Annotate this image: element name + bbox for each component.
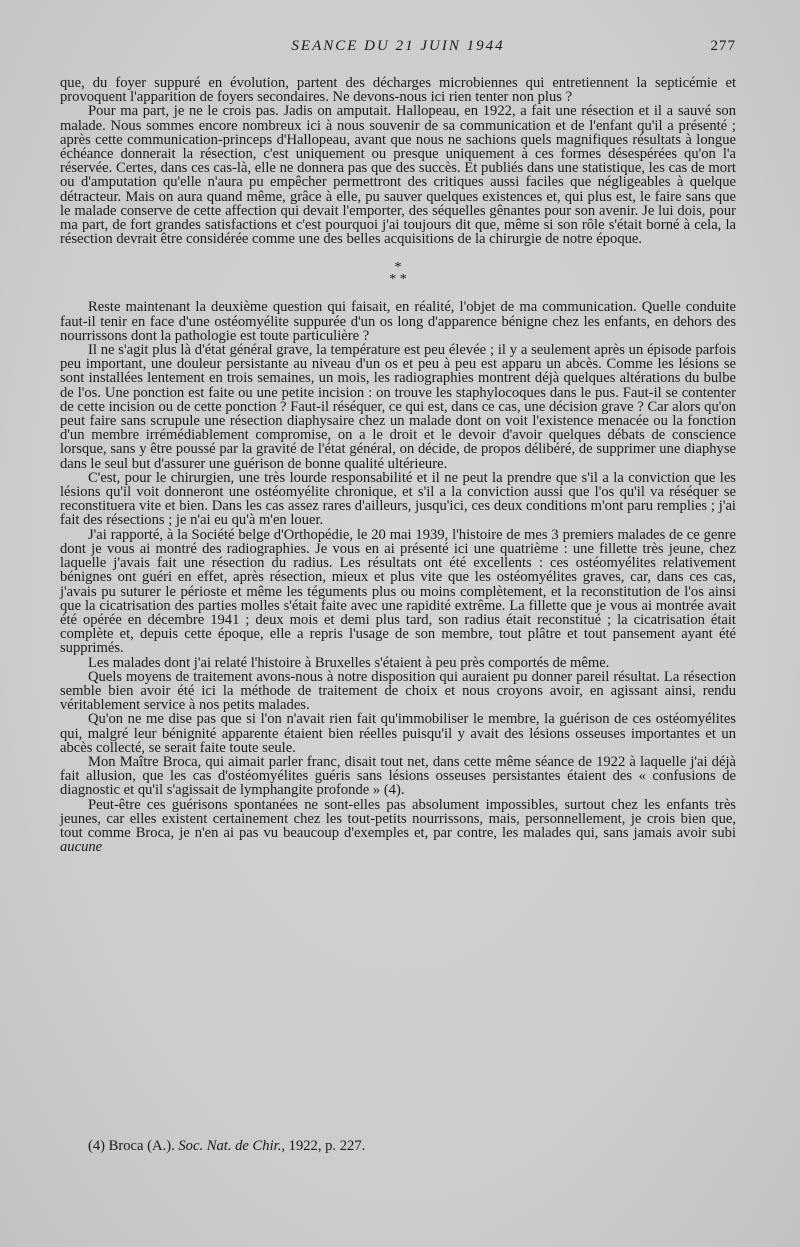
paragraph: Il ne s'agit plus là d'état général grave, la température est peu élevée ; il y a seulement après un épisode parfois peu important, une douleur persistante au niveau d'un os et peu à peu est apparu un abcès. Comme les lésions se sont installées lentement en trois semaines, un mois, les radiographies montrent déjà quelques altérations du bulbe de l'os. Une ponction est faite ou une petite incision : on trouve les staphylocoques dans le pus. Faut-il se contenter de cette incision ou de cette ponction ? Faut-il réséquer, ce qui est, dans ce cas, une décision grave ? Car alors qu'on peut faire sans scrupule une résection diaphysaire chez un malade dont on voit l'existence menacée ou la fonction d'un membre irrémédiablement compromise, on a le droit et le devoir d'avoir quelques débats de conscience lorsque, sans y être poussé par la gravité de l'état général, on décide, de propos délibéré, de supprimer une diaphyse dans le seul but d'assurer une guérison de bonne qualité ultérieure. bbox=[60, 342, 736, 472]
footnote bbox=[88, 1138, 728, 1155]
paragraph: Quels moyens de traitement avons-nous à notre disposition qui auraient pu donner pareil résultat. La résection semble bien avoir été ici la méthode de traitement de choix et nous croyons avoir, en agissant ainsi, rendu véritablement service à nos petits malades. bbox=[60, 668, 736, 714]
section-separator bbox=[60, 262, 736, 286]
paragraph: Les malades dont j'ai relaté l'histoire à Bruxelles s'étaient à peu près comportés de même. bbox=[88, 654, 610, 671]
running-title: SEANCE DU 21 JUIN 1944 bbox=[291, 38, 505, 54]
asterism-top: * bbox=[394, 260, 402, 276]
page-header bbox=[60, 38, 736, 60]
footnote-journal: Soc. Nat. de Chir. bbox=[178, 1138, 282, 1154]
paragraph-text: Peut-être ces guérisons spontanées ne sont-elles pas absolument impossibles, surtout chez les enfants très jeunes, car elles existent certainement chez les tout-petits nourrissons, mais, personnellement, je crois bien que, tout comme Broca, je n'en ai pas vu beaucoup d'exemples et, par contre, les malades qui, sans jamais avoir subi bbox=[60, 796, 736, 841]
footnote-prefix: (4) Broca (A.). bbox=[88, 1138, 175, 1154]
italic-word: aucune bbox=[60, 839, 103, 856]
paragraph: Pour ma part, je ne le crois pas. Jadis on amputait. Hallopeau, en 1922, a fait une résection et il a sauvé son malade. Nous sommes encore nombreux ici à nous souvenir de sa communication et de l'enfant qu'il a présenté ; après cette communication-princeps d'Hallopeau, avant que nous ne sachions quels magnifiques résultats à longue échéance donnerait la résection, c'est uniquement ou presque uniquement à ces formes désespérées qu'on l'a réservée. Certes, dans ces cas-là, elle ne donnera pas que des succès. Et publiés dans une statistique, les cas de mort ou d'amputation qu'elle n'aura pu empêcher permettront des critiques aussi faciles que négligeables à quelque détracteur. Mais on aura quand même, grâce à elle, pu sauver quelques existences et, qui plus est, le faire sans que le malade conserve de cette affection qui devait l'emporter, des séquelles gênantes pour son avenir. Je lui dois, pour ma part, de fort grandes satisfactions et c'est pourquoi j'ai toujours dit que, même si son rôle s'était borné à cela, la résection devrait être considérée comme une des belles acquisitions de la chirurgie de notre époque. bbox=[60, 103, 736, 248]
asterism-bottom: * * bbox=[389, 272, 407, 288]
paragraph: J'ai rapporté, à la Société belge d'Orthopédie, le 20 mai 1939, l'histoire de mes 3 premiers malades de ce genre dont je vous ai montré des radiographies. Je vous en ai présenté ici une quatrième : une fillette très jeune, chez laquelle j'avais fait une résection du radius. Les résultats ont été excellents : ces ostéomyélites relativement bénignes ont guéri en effet, après résection, mieux et plus vite que les ostéomyélites graves, car, dans ces cas, j'avais pu suturer le périoste et même les téguments plus ou moins complètement, et la reconstitution de l'os ainsi que la cicatrisation des parties molles s'était faite avec une rapidité extrême. La fillette que je vous ai montrée avait été opérée en décembre 1941 ; deux mois et demi plus tard, son radius était reconstitué ; la cicatrisation était complète et, depuis cette époque, elle a repris l'usage de son membre, tout plâtre et tout pansement ayant été supprimés. bbox=[60, 526, 736, 657]
paragraph: Reste maintenant la deuxième question qui faisait, en réalité, l'objet de ma communication. Quelle conduite faut-il tenir en face d'une ostéomyélite suppurée d'un os long d'apparence bénigne chez les enfants, en dehors des nourrissons dont la pathologie est toute particulière ? bbox=[60, 299, 736, 344]
paragraph: Qu'on ne me dise pas que si l'on n'avait rien fait qu'immobiliser le membre, la guérison de ces ostéomyélites qui, malgré leur bénignité apparente étaient bien réelles puisqu'il y avait des lésions osseuses importantes et un abcès collecté, se serait faite toute seule. bbox=[60, 711, 736, 756]
paragraph: que, du foyer suppuré en évolution, partent des décharges microbiennes qui entretiennent la septicémie et provoquent l'apparition de foyers secondaires. Ne devons-nous ici rien tenter non plus ? bbox=[60, 75, 736, 106]
body-text bbox=[60, 76, 736, 854]
paragraph: Mon Maître Broca, qui aimait parler franc, disait tout net, dans cette même séance de 1922 à laquelle j'ai déjà fait allusion, que les cas d'ostéomyélites guéris sans lésions osseuses persistantes étaient des « confusions de diagnostic et qu'il s'agissait de lymphangite profonde » (4). bbox=[60, 753, 736, 799]
page-number: 277 bbox=[710, 38, 736, 54]
paragraph: C'est, pour le chirurgien, une très lourde responsabilité et il ne peut la prendre que s'il a la conviction que les lésions qu'il voit donneront une ostéomyélite chronique, et s'il a la conviction aussi que l'os qu'il va réséquer se reconstituera vite et bien. Dans les cas assez rares d'ailleurs, jusqu'ici, ces deux conditions m'ont paru remplies ; j'ai fait des résections ; je n'ai eu qu'à m'en louer. bbox=[60, 469, 736, 529]
footnote-suffix: , 1922, p. 227. bbox=[281, 1138, 366, 1154]
paragraph-last bbox=[60, 798, 736, 855]
